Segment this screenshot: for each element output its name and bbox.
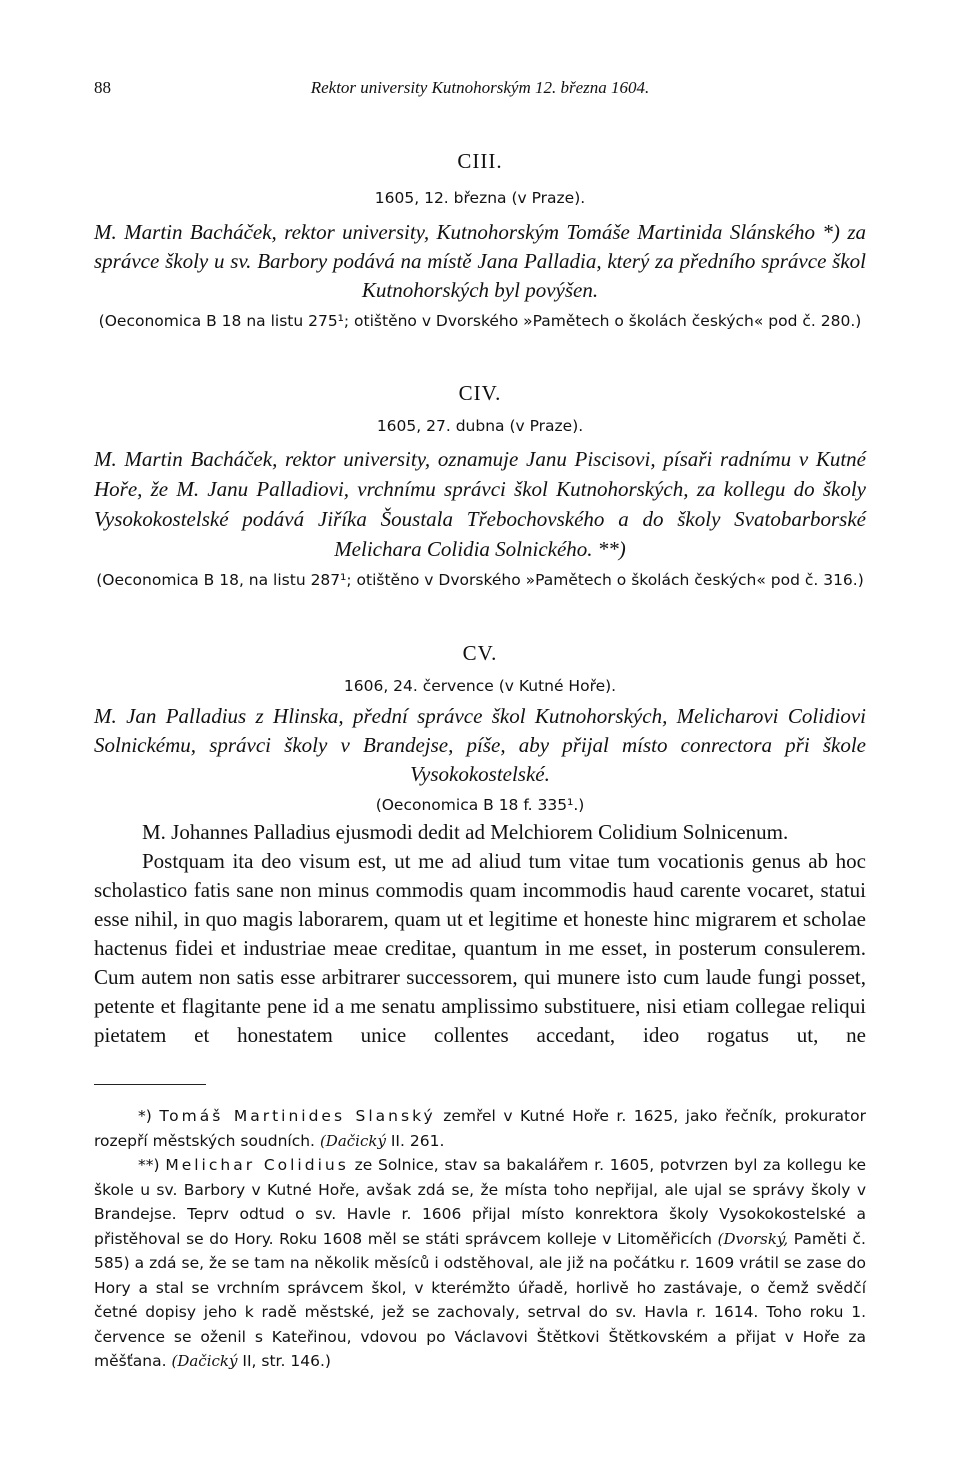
footnote-mark: **) — [138, 1156, 160, 1174]
footnote-reference: (Dačický — [319, 1131, 386, 1150]
document-cv — [94, 640, 866, 817]
document-source: (Oeconomica B 18, na listu 287¹; otištěno v Dvorského »Pamětech o školách českých« pod č. 316.) — [96, 571, 864, 589]
document-regest: M. Jan Palladius z Hlinska, přední správce škol Kutnohorských, Melicharovi Colidiovi Solnickému, správci školy v Brandejse, píše, aby přijal místo conrectora při škole Vysokokostelské. — [94, 704, 866, 786]
page-header — [94, 78, 866, 102]
footnote-text-continued: Paměti č. 585) a zdá se, že se tam na několik měsíců i odstěhoval, ale již na počátku r. 1609 vrátil se zase do Hory a stal se vrchním správcem škol, v kterémžto úřadě, horlivě ho zastávaje, o čemž svědčí četné dopisy jeho k radě městské, jež se zachovaly, setrval do sv. Havla r. 1614. Toho roku 1. července se oženil s Kateřinou, vdovou po Václavovi Štětkovi Štětkovském a přijat v Hoře za měšťana. — [94, 1229, 866, 1370]
document-date: 1605, 12. března (v Praze). — [374, 189, 586, 207]
footnote-tail: II, str. 146.) — [242, 1352, 331, 1370]
letter-heading: M. Johannes Palladius ejusmodi dedit ad Melchiorem Colidium Solnicenum. — [142, 820, 789, 844]
footnote-person: Melichar Colidius — [165, 1156, 349, 1174]
running-title: Rektor university Kutnohorským 12. března 1604. — [310, 78, 650, 97]
document-number: CIII. — [457, 149, 503, 173]
document-ciii — [94, 148, 866, 333]
footnote-person: Tomáš Martinides Slanský — [159, 1107, 436, 1125]
document-regest: M. Martin Bacháček, rektor university, oznamuje Janu Piscisovi, písaři radnímu v Kutné Hoře, že M. Janu Palladiovi, vrchnímu správci škol Kutnohorských, za kollegu do školy Vysokokostelské podává Jiříka Šoustala Třebochovského a do školy Svatobarborské Melichara Colidia Solnického. **) — [94, 447, 866, 561]
document-regest: M. Martin Bacháček, rektor university, Kutnohorským Tomáše Martinida Slánského *) za správce školy u sv. Barbory podává na místě Jana Palladia, který za předního správce škol Kutnohorských byl povýšen. — [94, 220, 866, 302]
letter-text — [94, 818, 866, 1050]
footnote-divider — [94, 1084, 206, 1085]
footnote-reference-tail: II. 261. — [390, 1131, 445, 1150]
footnote-text: ze Solnice, stav sa bakalářem r. 1605, potvrzen byl za kollegu ke škole u sv. Barbory v Kutné Hoře, avšak zdá se, že místa toho nepřijal, ale ujal se správy školy v Brandejse. Teprv odtud o sv. Havle r. 1606 přijal místo konrektora školy Vysokokostelské a přistěhoval se do Hory. Roku 1608 měl se státi správcem kolleje v Litoměřicích — [94, 1156, 867, 1248]
footnotes — [94, 1104, 866, 1374]
document-number: CV. — [462, 641, 498, 665]
page-number: 88 — [94, 78, 111, 97]
document-date: 1605, 27. dubna (v Praze). — [376, 417, 584, 435]
document-date: 1606, 24. července (v Kutné Hoře). — [343, 677, 617, 695]
letter-body: Postquam ita deo visum est, ut me ad aliud tum vitae tum vocationis genus ab hoc scholastico fatis sane non minus commodis quam incommodis haud carente vocaret, statui esse nihil, in quo magis laborarem, quam ut et legitime et honeste hinc migrarem et scholae hactenus fidei et industriae meae creditae, quantum in me esset, in posterum consulerem. Cum autem non satis esse arbitrarer successorem, qui munere isto cum laude fungi posset, petente et flagitante pene id a me senatu amplissimo substituere, nisi etiam collegae reliqui pietatem et honestatem unice collentes accedant, ideo rogatus ut, ne — [94, 849, 866, 1047]
document-number: CIV. — [458, 381, 502, 405]
footnote-mark: *) — [138, 1107, 152, 1125]
document-source: (Oeconomica B 18 na listu 275¹; otištěno v Dvorského »Pamětech o školách českých« pod č. 280.) — [98, 312, 862, 330]
footnote-text: zemřel v Kutné Hoře r. 1625, jako řečník, prokurator rozepří městských soudních. — [94, 1107, 866, 1150]
footnote-reference: (Dvorský, — [717, 1229, 789, 1248]
footnote-1 — [94, 1104, 866, 1153]
footnote-reference-2: (Dačický — [171, 1352, 238, 1370]
footnote-2 — [94, 1153, 866, 1374]
document-civ — [94, 380, 866, 592]
document-source: (Oeconomica B 18 f. 335¹.) — [375, 796, 585, 814]
